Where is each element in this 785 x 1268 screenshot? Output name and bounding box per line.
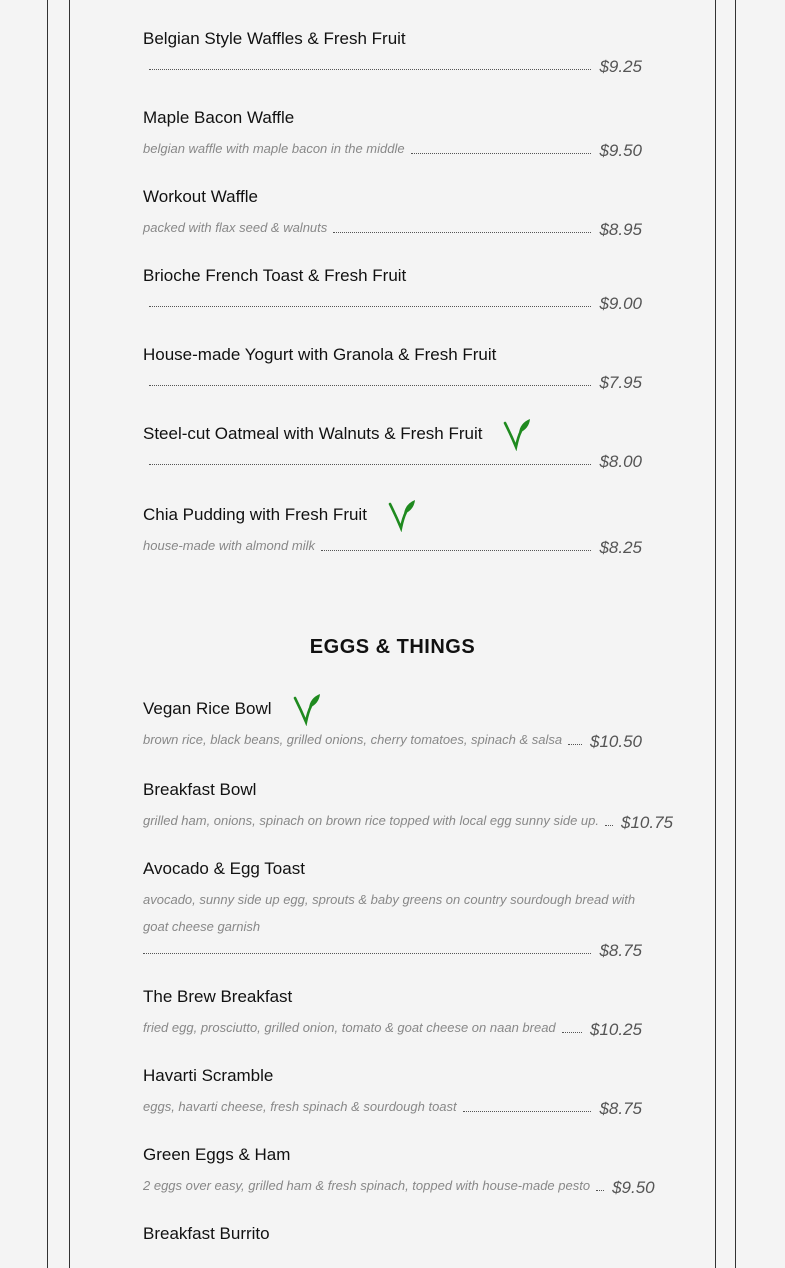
dot-leader: [149, 306, 591, 307]
menu-item: [143, 1144, 655, 1199]
dot-leader: [149, 464, 591, 465]
item-price: $10.75: [621, 813, 673, 832]
item-price: $9.00: [599, 294, 642, 313]
item-price: $8.75: [599, 1099, 642, 1118]
item-name: Steel-cut Oatmeal with Walnuts & Fresh Fruit: [143, 424, 483, 443]
item-price: $10.50: [590, 732, 642, 751]
section-title: EGGS & THINGS: [309, 636, 476, 658]
menu-item: [143, 265, 642, 315]
item-name: Maple Bacon Waffle: [143, 108, 295, 127]
item-name: Breakfast Burrito: [143, 1224, 270, 1243]
item-description: packed with flax seed & walnuts: [143, 220, 328, 235]
item-name: House-made Yogurt with Granola & Fresh Fruit: [143, 345, 497, 364]
item-name: Vegan Rice Bowl: [143, 699, 272, 718]
menu-item: [143, 986, 642, 1041]
item-price: $8.25: [599, 538, 642, 557]
menu-item: [143, 858, 642, 962]
vegan-leaf-icon: [292, 692, 322, 726]
item-name: Havarti Scramble: [143, 1066, 274, 1085]
item-name: Brioche French Toast & Fresh Fruit: [143, 266, 407, 285]
item-description: belgian waffle with maple bacon in the middle: [143, 141, 405, 156]
menu-item: [143, 1223, 642, 1245]
menu-item: [143, 423, 642, 473]
item-description: eggs, havarti cheese, fresh spinach & sourdough toast: [143, 1099, 457, 1114]
dot-leader: [333, 232, 591, 233]
item-description: 2 eggs over easy, grilled ham & fresh spinach, topped with house-made pesto: [143, 1178, 591, 1193]
item-name: Workout Waffle: [143, 187, 258, 206]
item-name: Breakfast Bowl: [143, 780, 257, 799]
item-price: $8.75: [599, 941, 642, 960]
item-price: $8.95: [599, 220, 642, 239]
menu-item: [143, 344, 642, 394]
item-name: Avocado & Egg Toast: [143, 859, 305, 878]
menu-item: [143, 107, 642, 162]
item-price: $9.25: [599, 57, 642, 76]
item-price: $10.25: [590, 1020, 642, 1039]
dot-leader: [605, 825, 613, 826]
item-name: The Brew Breakfast: [143, 987, 293, 1006]
menu-item: [143, 504, 642, 559]
dot-leader: [463, 1111, 592, 1112]
vegan-leaf-icon: [387, 498, 417, 532]
item-description: house-made with almond milk: [143, 538, 315, 553]
item-description: brown rice, black beans, grilled onions, cherry tomatoes, spinach & salsa: [143, 732, 563, 747]
menu-item: [143, 698, 642, 753]
dot-leader: [149, 385, 591, 386]
dot-leader: [568, 744, 582, 745]
item-price: $9.50: [599, 141, 642, 160]
menu-item: [143, 779, 673, 834]
item-description: grilled ham, onions, spinach on brown rice topped with local egg sunny side up.: [143, 813, 599, 828]
dot-leader: [321, 550, 591, 551]
dot-leader: [596, 1190, 604, 1191]
item-name: Chia Pudding with Fresh Fruit: [143, 505, 367, 524]
item-price: $8.00: [599, 452, 642, 471]
item-name: Belgian Style Waffles & Fresh Fruit: [143, 29, 406, 48]
menu-item: [143, 1065, 642, 1120]
menu-item: [143, 28, 642, 78]
item-description: fried egg, prosciutto, grilled onion, tomato & goat cheese on naan bread: [143, 1020, 556, 1035]
item-price: $7.95: [599, 373, 642, 392]
item-description: avocado, sunny side up egg, sprouts & baby greens on country sourdough bread with goat cheese garnish: [143, 892, 636, 934]
dot-leader: [143, 953, 591, 954]
dot-leader: [562, 1032, 582, 1033]
dot-leader: [411, 153, 592, 154]
menu-item: [143, 186, 642, 241]
dot-leader: [149, 69, 591, 70]
item-name: Green Eggs & Ham: [143, 1145, 291, 1164]
vegan-leaf-icon: [502, 417, 532, 451]
item-price: $9.50: [612, 1178, 655, 1197]
